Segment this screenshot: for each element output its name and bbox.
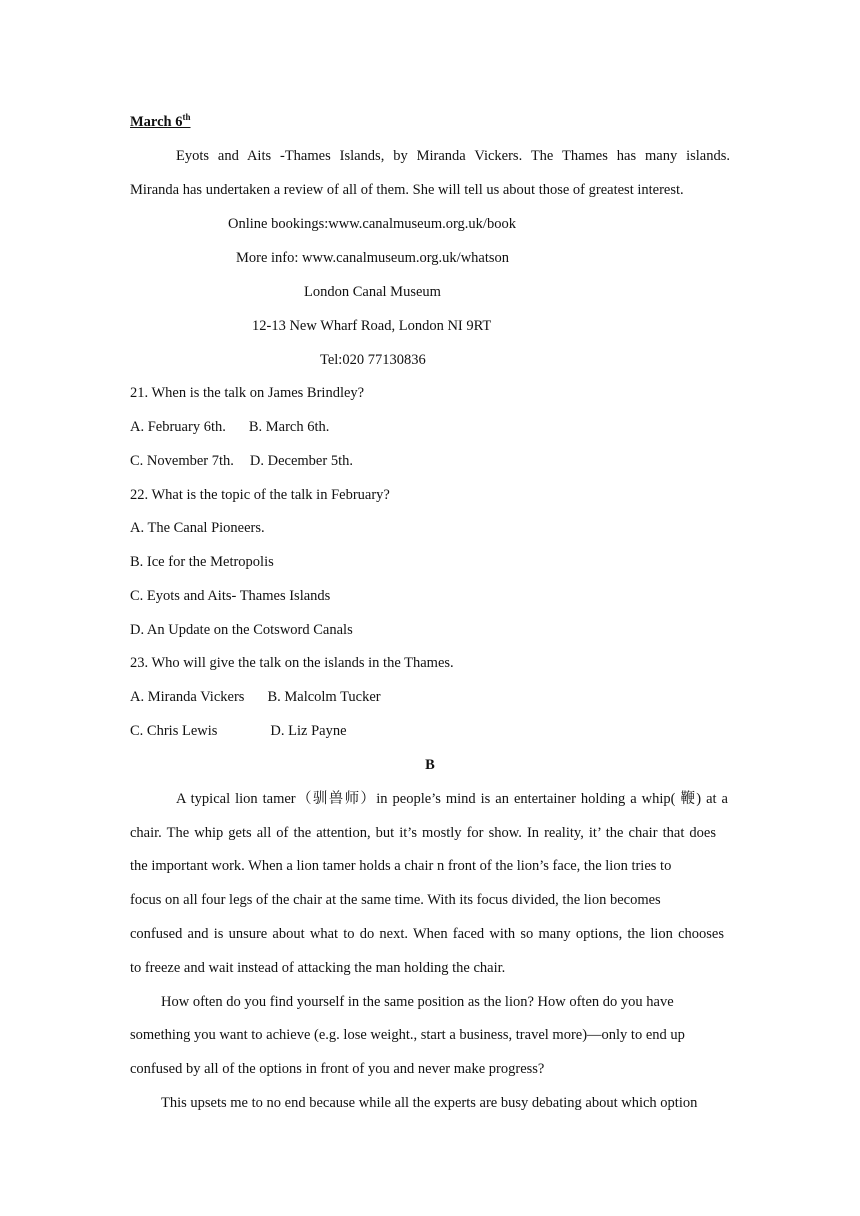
online-bookings-text: Online bookings:www.canalmuseum.org.uk/book (228, 216, 516, 232)
question-22-option-a: A. The Canal Pioneers. (130, 520, 265, 536)
question-22: 22. What is the topic of the talk in February? (130, 487, 390, 503)
paragraph-2-line-3: confused by all of the options in front of you and never make progress? (130, 1061, 545, 1077)
paragraph-1-line-1: A typical lion tamer（驯兽师）in people’s mind is an entertainer holding a whip( 鞭) at a (176, 791, 728, 807)
option-b: B. March 6th. (248, 419, 330, 435)
question-23-options-row-1 (130, 688, 381, 706)
event-description-line-2: Miranda has undertaken a review of all of them. She will tell us about those of greatest interest. (130, 182, 684, 198)
question-23-options-row-2 (130, 722, 347, 740)
question-22-option-c: C. Eyots and Aits- Thames Islands (130, 588, 331, 604)
question-22-option-d: D. An Update on the Cotsword Canals (130, 622, 353, 638)
question-23: 23. Who will give the talk on the islands in the Thames. (130, 655, 454, 671)
paragraph-3-line-1: This upsets me to no end because while all the experts are busy debating about which option (161, 1095, 698, 1111)
museum-name: London Canal Museum (304, 284, 441, 300)
question-21: 21. When is the talk on James Brindley? (130, 385, 365, 401)
section-b-label: B (425, 757, 435, 773)
event-description-line-1: Eyots and Aits -Thames Islands, by Miranda Vickers. The Thames has many islands. (176, 148, 730, 164)
option-d: D. Liz Payne (270, 723, 347, 739)
paragraph-1-line-2: chair. The whip gets all of the attention, but it’s mostly for show. In reality, it’ the chair that does (130, 825, 716, 841)
more-info-text: More info: www.canalmuseum.org.uk/whatson (236, 250, 510, 266)
question-21-options-row-2 (130, 452, 353, 470)
paragraph-1-line-4: focus on all four legs of the chair at the same time. With its focus divided, the lion becomes (130, 892, 661, 908)
paragraph-1-line-5: confused and is unsure about what to do next. When faced with so many options, the lion chooses (130, 926, 724, 942)
paragraph-1-line-3: the important work. When a lion tamer holds a chair n front of the lion’s face, the lion tries to (130, 858, 672, 874)
option-c: C. Chris Lewis (130, 723, 218, 739)
question-21-options-row-1 (130, 418, 329, 436)
option-a: A. Miranda Vickers (130, 689, 245, 705)
museum-telephone: Tel:020 77130836 (320, 352, 426, 368)
option-d: D. December 5th. (249, 453, 353, 469)
paragraph-1-line-6: to freeze and wait instead of attacking the man holding the chair. (130, 960, 506, 976)
date-heading: March 6th (130, 112, 191, 130)
option-b: B. Malcolm Tucker (267, 689, 381, 705)
option-a: A. February 6th. (130, 419, 226, 435)
paragraph-2-line-1: How often do you find yourself in the same position as the lion? How often do you have (161, 994, 674, 1010)
option-c: C. November 7th. (130, 453, 234, 469)
question-22-option-b: B. Ice for the Metropolis (130, 554, 274, 570)
museum-address: 12-13 New Wharf Road, London NI 9RT (252, 318, 492, 334)
paragraph-2-line-2: something you want to achieve (e.g. lose weight., start a business, travel more)—only to end up (130, 1027, 685, 1043)
